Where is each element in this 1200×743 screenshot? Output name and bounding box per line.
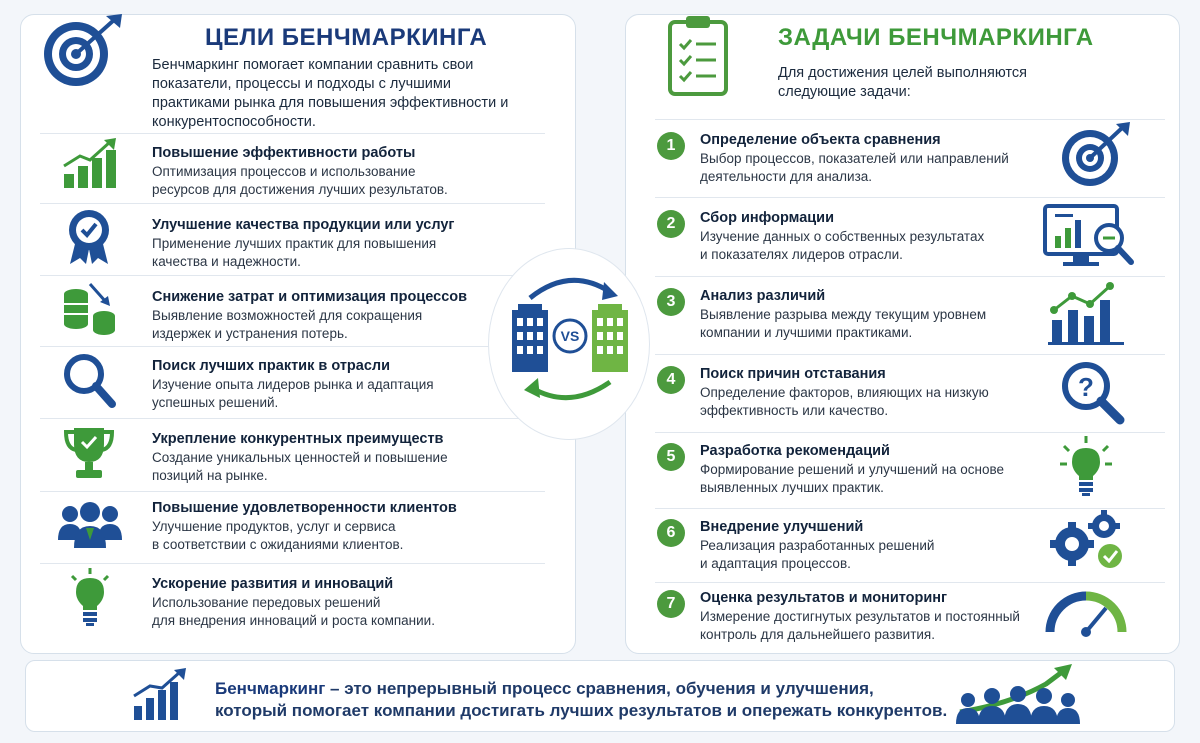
goal-item (152, 576, 435, 629)
goal-item-desc: Создание уникальных ценностей и повышение (152, 450, 448, 465)
question-magnifier-icon (1060, 360, 1126, 431)
target-icon (1056, 120, 1132, 195)
goal-item-title: Ускорение развития и инноваций (152, 576, 394, 592)
task-item-desc: компании и лучшими практиками. (700, 324, 913, 340)
task-item (700, 519, 934, 572)
goal-item-title: Улучшение качества продукции или услуг (152, 217, 455, 233)
task-item-title: Анализ различий (700, 288, 826, 304)
goal-item-desc: Оптимизация процессов и использование (152, 164, 416, 179)
task-item (700, 366, 989, 419)
divider (40, 275, 545, 276)
goal-item-desc: Использование передовых решений (152, 595, 381, 610)
task-item-desc: и адаптация процессов. (700, 555, 851, 571)
task-item (700, 132, 1009, 185)
tasks-intro: Для достижения целей выполняются следующие задачи: (778, 65, 1027, 100)
step-number-badge: 7 (657, 590, 685, 618)
goals-title: ЦЕЛИ БЕНЧМАРКИНГА (205, 24, 488, 51)
team-growth-icon (950, 664, 1100, 731)
task-item-desc: Выявление разрыва между текущим уровнем (700, 307, 987, 322)
growth-bars-icon (60, 136, 118, 195)
divider (655, 197, 1165, 198)
task-item (700, 443, 1004, 496)
goal-item (152, 145, 448, 198)
task-item-desc: контроль для дальнейшего развития. (700, 626, 935, 642)
task-item-title: Поиск причин отставания (700, 366, 886, 382)
task-item-desc: Измерение достигнутых результатов и постоянный (700, 609, 1020, 624)
vs-label: VS (560, 328, 580, 344)
step-number-badge: 3 (657, 288, 685, 316)
goal-item-desc: успешных решений. (152, 394, 279, 410)
task-item-desc: Выбор процессов, показателей или направлений (700, 151, 1009, 166)
summary-line-1: – это непрерывный процесс сравнения, обучения и улучшения, (325, 679, 874, 698)
divider (655, 276, 1165, 277)
svg-text:?: ? (1078, 372, 1094, 402)
task-item-desc: Формирование решений и улучшений на основе (700, 462, 1005, 477)
task-item-desc: эффективность или качество. (700, 402, 889, 418)
task-item (700, 210, 984, 263)
goal-item-desc: Изучение опыта лидеров рынка и адаптация (152, 377, 434, 392)
gauge-icon (1044, 586, 1128, 643)
step-number-badge: 1 (657, 132, 685, 160)
goal-item-desc: в соответствии с ожиданиями клиентов. (152, 536, 404, 552)
goal-item-desc: ресурсов для достижения лучших результатов. (152, 181, 448, 197)
divider (655, 582, 1165, 583)
divider (40, 491, 545, 492)
goal-item (152, 358, 434, 411)
task-item-desc: выявленных лучших практик. (700, 479, 884, 495)
divider (40, 563, 545, 564)
goal-item-title: Поиск лучших практик в отрасли (152, 358, 391, 374)
clients-group-icon (56, 500, 124, 557)
task-item-title: Внедрение улучшений (700, 519, 864, 535)
task-item (700, 590, 1020, 643)
task-item-desc: Реализация разработанных решений (700, 538, 935, 553)
divider (40, 418, 545, 419)
goal-item-title: Повышение эффективности работы (152, 145, 416, 161)
task-item-title: Разработка рекомендаций (700, 443, 890, 459)
goal-item-title: Повышение удовлетворенности клиентов (152, 500, 457, 516)
goal-item-title: Укрепление конкурентных преимуществ (152, 431, 444, 447)
quality-badge-icon (64, 206, 114, 271)
summary-keyword: Бенчмаркинг (215, 679, 326, 698)
monitor-search-icon (1043, 202, 1135, 273)
goal-item-desc: издержек и устранения потерь. (152, 325, 348, 341)
goal-item (152, 500, 457, 553)
growth-chart-icon (130, 666, 190, 727)
step-number-badge: 4 (657, 366, 685, 394)
task-item-desc: Определение факторов, влияющих на низкую (700, 385, 989, 400)
task-item-desc: деятельности для анализа. (700, 168, 873, 184)
task-item (700, 288, 986, 341)
idea-bulb-icon (1058, 434, 1114, 503)
goal-item-desc: Выявление возможностей для сокращения (152, 308, 423, 323)
summary-line-2: который помогает компании достигать лучших результатов и опережать конкурентов. (215, 701, 948, 720)
goal-item (152, 431, 448, 484)
goal-item-desc: Применение лучших практик для повышения (152, 236, 437, 251)
magnifier-icon (62, 352, 118, 415)
divider (655, 354, 1165, 355)
clipboard-checklist-icon (664, 12, 734, 103)
divider (40, 346, 545, 347)
task-item-desc: Изучение данных о собственных результатах (700, 229, 985, 244)
goal-item-desc: позиций на рынке. (152, 467, 268, 483)
lightbulb-icon (66, 566, 114, 633)
step-number-badge: 5 (657, 443, 685, 471)
divider (655, 432, 1165, 433)
step-number-badge: 2 (657, 210, 685, 238)
goal-item-desc: качества и надежности. (152, 253, 301, 269)
trophy-icon (62, 424, 116, 487)
tasks-title: ЗАДАЧИ БЕНЧМАРКИНГА (778, 24, 1094, 51)
chart-analysis-icon (1046, 280, 1126, 351)
summary-text (215, 678, 947, 722)
goal-item-desc: для внедрения инноваций и роста компании. (152, 612, 435, 628)
task-item-title: Определение объекта сравнения (700, 132, 941, 148)
task-item-title: Оценка результатов и мониторинг (700, 590, 948, 606)
task-item-desc: и показателях лидеров отрасли. (700, 246, 903, 262)
gears-check-icon (1048, 508, 1128, 577)
target-arrow-icon (36, 12, 126, 97)
divider (40, 133, 545, 134)
step-number-badge: 6 (657, 519, 685, 547)
goal-item (152, 289, 467, 342)
goals-intro: Бенчмаркинг помогает компании сравнить свои показатели, процессы и подходы с лучшими практиками рынка для повышения эффективности и конкурентоспособности. (152, 57, 509, 130)
task-item-title: Сбор информации (700, 210, 835, 226)
goal-item-title: Снижение затрат и оптимизация процессов (152, 289, 468, 305)
goal-item-desc: Улучшение продуктов, услуг и сервиса (152, 519, 396, 534)
divider (40, 203, 545, 204)
goal-item (152, 217, 454, 270)
coins-down-icon (60, 280, 120, 341)
